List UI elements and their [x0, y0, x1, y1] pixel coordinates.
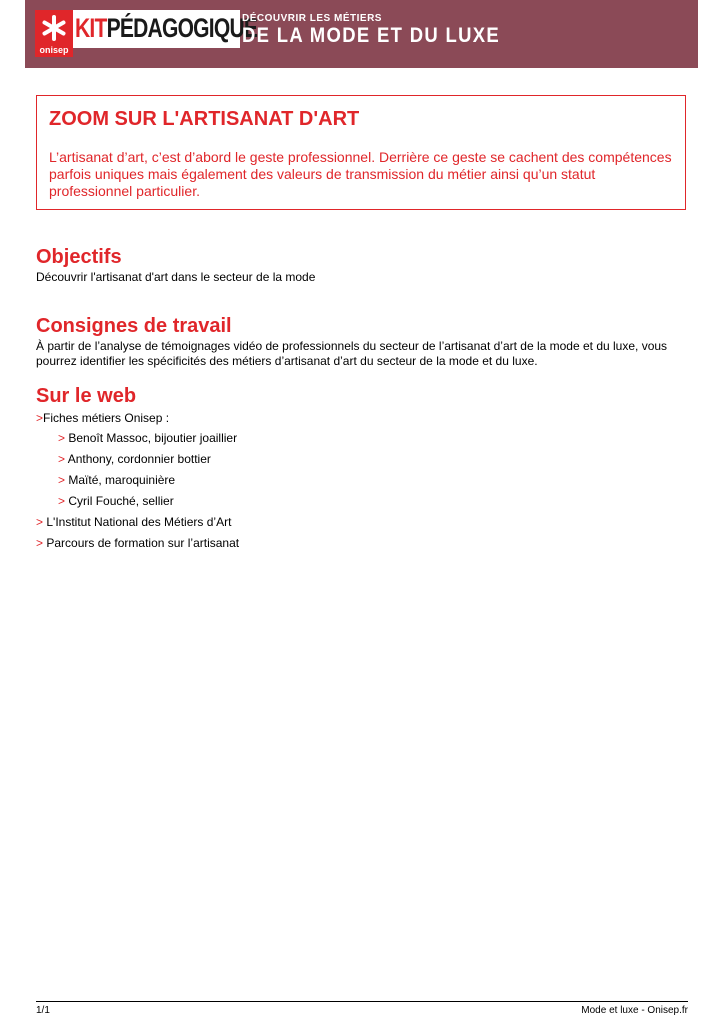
asterisk-icon — [40, 14, 68, 42]
zoom-text: L’artisanat d’art, c’est d’abord le geste professionnel. Derrière ce geste se cachent des compétences parfois uniques mais également des valeurs de transmission du métier ainsi qu’un statut professionnel particulier. — [49, 149, 672, 199]
fiche-link[interactable] — [58, 452, 211, 467]
onisep-logo[interactable] — [35, 10, 73, 57]
pedagogique-word: PÉDAGOGIQUE — [106, 13, 258, 43]
fiche-link-label[interactable]: Maïté, maroquinière — [68, 473, 176, 487]
chevron-right-icon: > — [36, 515, 44, 529]
page-number: 1/1 — [36, 1005, 50, 1016]
fiche-link-label[interactable]: Cyril Fouché, sellier — [68, 494, 174, 508]
fiches-metiers-item — [36, 411, 169, 426]
web-heading: Sur le web — [36, 385, 137, 407]
zoom-title: ZOOM SUR L'ARTISANAT D'ART — [49, 108, 360, 130]
chevron-right-icon: > — [58, 473, 66, 487]
objectifs-text: Découvrir l'artisanat d'art dans le secteur de la mode — [36, 270, 316, 284]
chevron-right-icon: > — [58, 494, 66, 508]
chevron-right-icon: > — [58, 431, 66, 445]
footer-site: Mode et luxe - Onisep.fr — [581, 1005, 688, 1016]
logo-text: onisep — [39, 45, 69, 55]
web-link[interactable] — [36, 515, 231, 530]
web-link-label[interactable]: Parcours de formation sur l’artisanat — [46, 536, 240, 550]
chevron-right-icon: > — [36, 536, 44, 550]
fiche-link[interactable] — [58, 431, 237, 446]
zoom-box — [36, 95, 686, 210]
objectifs-heading: Objectifs — [36, 246, 122, 268]
header-subtitle-main: DE LA MODE ET DU LUXE — [242, 24, 501, 47]
fiche-link[interactable] — [58, 473, 175, 488]
consignes-heading: Consignes de travail — [36, 315, 232, 337]
web-link[interactable] — [36, 536, 239, 551]
fiche-link[interactable] — [58, 494, 174, 509]
kit-word: KIT — [75, 13, 107, 43]
fiche-link-label[interactable]: Benoît Massoc, bijoutier joaillier — [68, 431, 238, 445]
consignes-text: À partir de l’analyse de témoignages vidéo de professionnels du secteur de l’artisanat d’art de la mode et du luxe, vous pourrez identifier les spécificités des métiers d’artisanat d’art du secteur de la mode et du luxe. — [36, 339, 668, 368]
web-link-label[interactable]: L'Institut National des Métiers d’Art — [46, 515, 232, 529]
kit-pedagogique-label — [73, 10, 258, 48]
header-subtitle-top: DÉCOUVRIR LES MÉTIERS — [242, 13, 382, 24]
footer-divider — [36, 1001, 688, 1002]
fiches-label: Fiches métiers Onisep : — [43, 411, 170, 425]
fiche-link-label[interactable]: Anthony, cordonnier bottier — [67, 452, 211, 466]
chevron-right-icon: > — [36, 411, 44, 425]
chevron-right-icon: > — [58, 452, 66, 466]
